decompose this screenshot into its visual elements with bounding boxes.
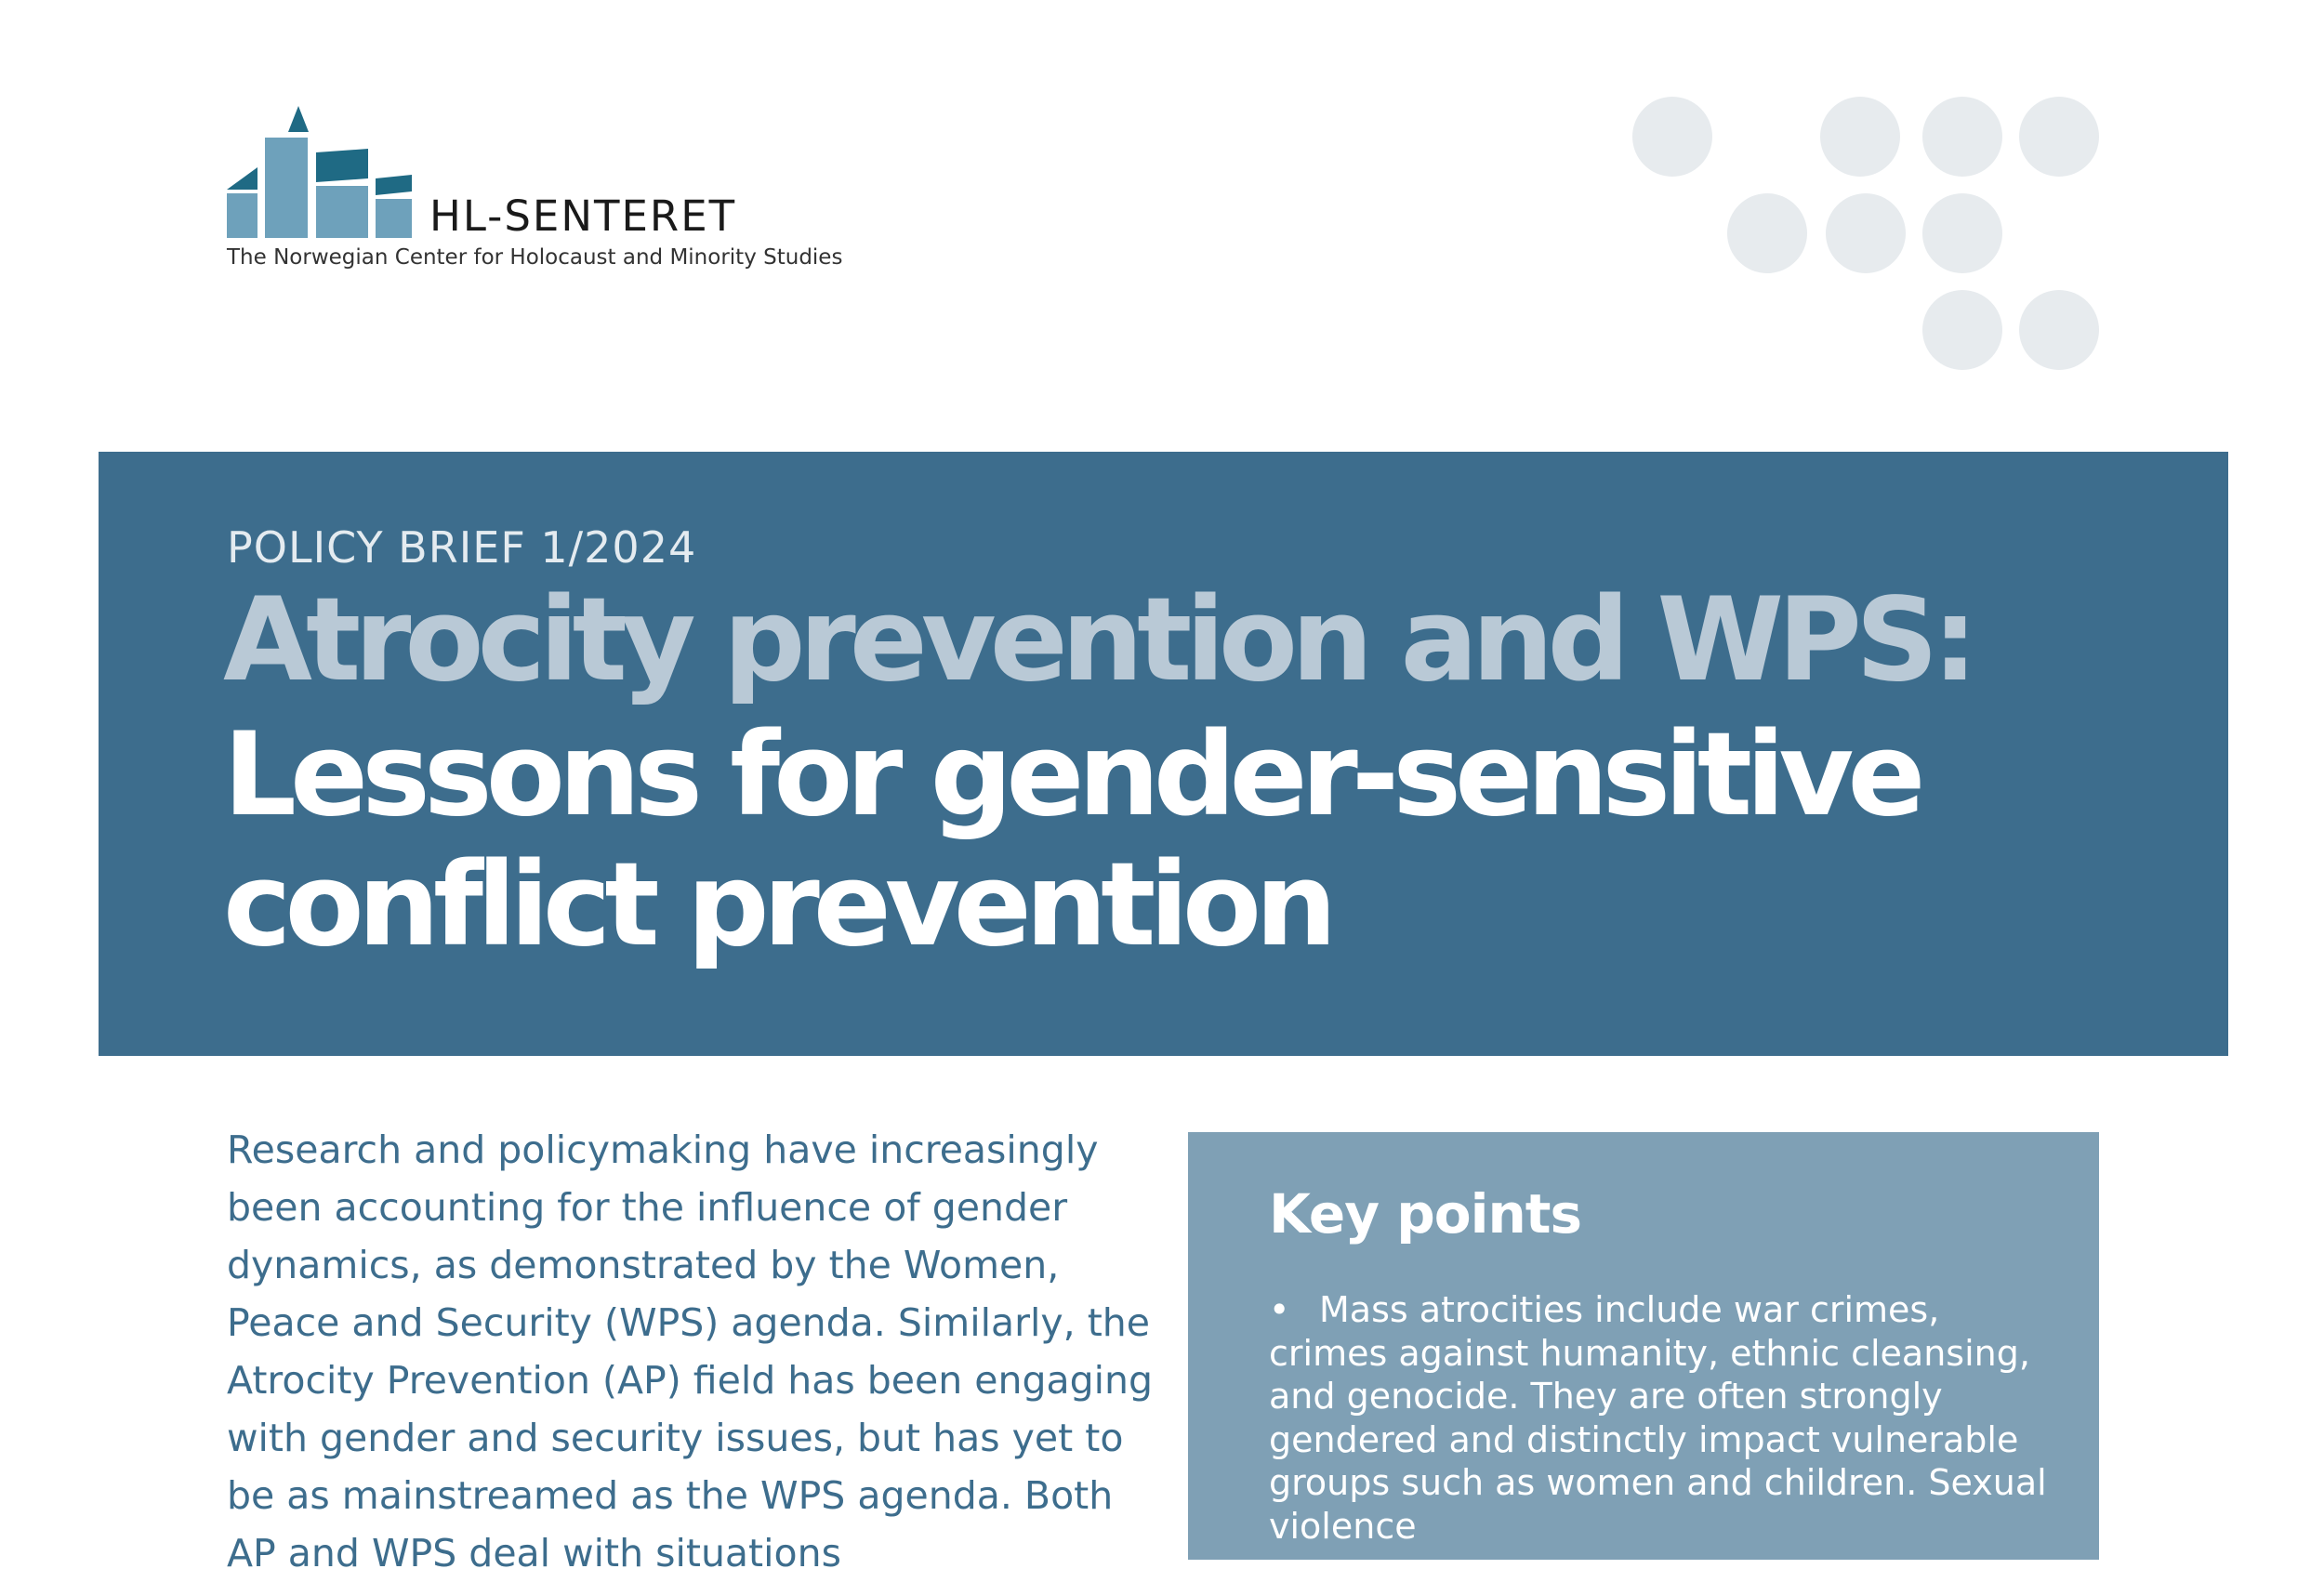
decorative-dots bbox=[1627, 93, 2110, 381]
key-points-title: Key points bbox=[1269, 1182, 1582, 1246]
building-logo-icon bbox=[227, 104, 422, 239]
dot bbox=[2019, 290, 2099, 370]
dot bbox=[1922, 97, 2002, 177]
org-logo bbox=[227, 104, 933, 281]
title-banner bbox=[99, 452, 2228, 1056]
org-name: HL-SENTERET bbox=[429, 191, 737, 241]
dot bbox=[1727, 193, 1807, 273]
title-line-2: Lessons for gender-sensitive conflict prevention bbox=[223, 708, 1920, 972]
dot bbox=[1922, 290, 2002, 370]
dot bbox=[2019, 97, 2099, 177]
org-subtitle: The Norwegian Center for Holocaust and Minority Studies bbox=[227, 245, 843, 270]
key-points-box bbox=[1188, 1132, 2099, 1560]
dot bbox=[1922, 193, 2002, 273]
title-line-1: Atrocity prevention and WPS: bbox=[223, 573, 1972, 707]
policy-brief-label: POLICY BRIEF 1/2024 bbox=[227, 522, 697, 573]
dot bbox=[1820, 97, 1900, 177]
key-point-text: Mass atrocities include war crimes, crimes against humanity, ethnic cleansing, and genocide. They are often strongly gendered and distinctly impact vulnerable groups such as women and children. Sexual violence bbox=[1269, 1289, 2047, 1547]
intro-paragraph: Research and policymaking have increasingly been accounting for the influence of gender dynamics, as demonstrated by the Women, Peace and Security (WPS) agenda. Similarly, the Atrocity Prevention (AP) field has been engaging with gender and security issues, but has yet to be as mainstreamed as the WPS agenda. Both AP and WPS deal with situations bbox=[227, 1127, 1154, 1575]
bullet-icon: • bbox=[1269, 1289, 1290, 1330]
dot bbox=[1826, 193, 1906, 273]
key-point-item bbox=[1269, 1288, 2068, 1548]
dot bbox=[1632, 97, 1712, 177]
